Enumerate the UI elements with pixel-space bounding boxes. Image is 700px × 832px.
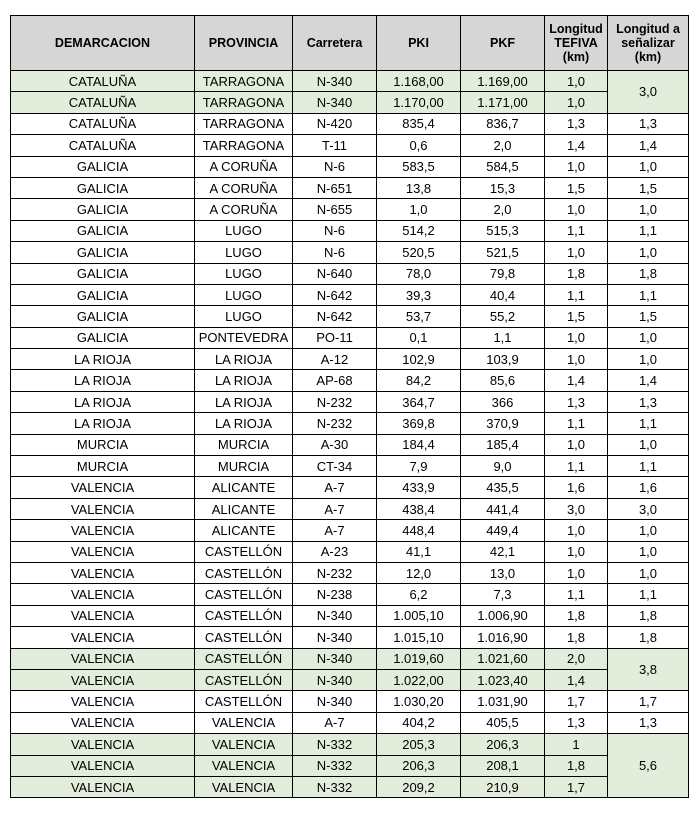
cell-longitud-senalizar: 1,7 — [608, 691, 689, 712]
header-demarcacion: DEMARCACION — [11, 16, 195, 71]
cell-provincia: ALICANTE — [195, 477, 293, 498]
cell-pkf: 1.006,90 — [461, 605, 545, 626]
cell-carretera: N-340 — [293, 92, 377, 113]
table-row — [11, 755, 689, 776]
table-body — [11, 71, 689, 798]
header-row — [11, 16, 689, 71]
cell-longitud-tefiva: 1,0 — [545, 71, 608, 92]
cell-provincia: LUGO — [195, 284, 293, 305]
cell-carretera: N-238 — [293, 584, 377, 605]
cell-pki: 1.022,00 — [377, 669, 461, 690]
table-row — [11, 456, 689, 477]
cell-provincia: A CORUÑA — [195, 199, 293, 220]
table-row — [11, 734, 689, 755]
cell-pkf: 15,3 — [461, 177, 545, 198]
cell-pki: 448,4 — [377, 520, 461, 541]
cell-demarcacion: VALENCIA — [11, 734, 195, 755]
cell-longitud-tefiva: 1,0 — [545, 541, 608, 562]
cell-provincia: ALICANTE — [195, 498, 293, 519]
cell-provincia: VALENCIA — [195, 755, 293, 776]
table-row — [11, 627, 689, 648]
table-row — [11, 391, 689, 412]
cell-provincia: CASTELLÓN — [195, 605, 293, 626]
cell-carretera: N-332 — [293, 755, 377, 776]
cell-pki: 369,8 — [377, 413, 461, 434]
cell-carretera: N-232 — [293, 562, 377, 583]
table-row — [11, 199, 689, 220]
cell-provincia: LA RIOJA — [195, 413, 293, 434]
cell-provincia: TARRAGONA — [195, 71, 293, 92]
cell-longitud-tefiva: 1,6 — [545, 477, 608, 498]
header-longitud-tefiva-line2: TEFIVA — [554, 36, 598, 50]
cell-pki: 1.005,10 — [377, 605, 461, 626]
cell-longitud-senalizar: 1,1 — [608, 413, 689, 434]
cell-longitud-tefiva: 1,0 — [545, 242, 608, 263]
cell-carretera: N-340 — [293, 669, 377, 690]
table-row — [11, 349, 689, 370]
table-row — [11, 242, 689, 263]
cell-pkf: 1,1 — [461, 327, 545, 348]
cell-carretera: N-332 — [293, 776, 377, 797]
cell-demarcacion: GALICIA — [11, 306, 195, 327]
cell-longitud-tefiva: 1,3 — [545, 712, 608, 733]
cell-longitud-tefiva: 1 — [545, 734, 608, 755]
cell-provincia: VALENCIA — [195, 734, 293, 755]
cell-longitud-senalizar: 1,4 — [608, 135, 689, 156]
cell-longitud-senalizar: 1,8 — [608, 263, 689, 284]
table-row — [11, 92, 689, 113]
cell-carretera: T-11 — [293, 135, 377, 156]
cell-pki: 0,1 — [377, 327, 461, 348]
cell-demarcacion: CATALUÑA — [11, 71, 195, 92]
table-row — [11, 712, 689, 733]
cell-carretera: N-655 — [293, 199, 377, 220]
cell-demarcacion: VALENCIA — [11, 648, 195, 669]
header-longitud-senalizar-line1: Longitud a — [616, 22, 680, 36]
table-row — [11, 306, 689, 327]
cell-provincia: CASTELLÓN — [195, 648, 293, 669]
cell-pkf: 366 — [461, 391, 545, 412]
cell-carretera: A-7 — [293, 712, 377, 733]
table-header — [11, 16, 689, 71]
cell-pki: 835,4 — [377, 113, 461, 134]
cell-provincia: CASTELLÓN — [195, 627, 293, 648]
cell-longitud-tefiva: 1,0 — [545, 562, 608, 583]
cell-longitud-senalizar: 1,0 — [608, 242, 689, 263]
cell-demarcacion: VALENCIA — [11, 691, 195, 712]
cell-longitud-tefiva: 1,0 — [545, 156, 608, 177]
cell-demarcacion: GALICIA — [11, 263, 195, 284]
table-row — [11, 220, 689, 241]
cell-pki: 404,2 — [377, 712, 461, 733]
cell-carretera: N-340 — [293, 71, 377, 92]
cell-longitud-senalizar: 1,0 — [608, 541, 689, 562]
cell-carretera: PO-11 — [293, 327, 377, 348]
cell-demarcacion: VALENCIA — [11, 755, 195, 776]
header-pkf: PKF — [461, 16, 545, 71]
cell-pkf: 1.169,00 — [461, 71, 545, 92]
cell-pki: 13,8 — [377, 177, 461, 198]
cell-pki: 1.030,20 — [377, 691, 461, 712]
cell-demarcacion: VALENCIA — [11, 520, 195, 541]
cell-longitud-senalizar: 3,8 — [608, 648, 689, 691]
cell-carretera: N-232 — [293, 391, 377, 412]
cell-demarcacion: CATALUÑA — [11, 92, 195, 113]
header-carretera: Carretera — [293, 16, 377, 71]
cell-demarcacion: GALICIA — [11, 156, 195, 177]
cell-carretera: N-6 — [293, 242, 377, 263]
cell-provincia: CASTELLÓN — [195, 669, 293, 690]
cell-carretera: N-6 — [293, 220, 377, 241]
cell-pkf: 9,0 — [461, 456, 545, 477]
cell-pki: 184,4 — [377, 434, 461, 455]
cell-provincia: LA RIOJA — [195, 349, 293, 370]
cell-demarcacion: GALICIA — [11, 220, 195, 241]
cell-pki: 102,9 — [377, 349, 461, 370]
cell-pki: 1.170,00 — [377, 92, 461, 113]
cell-longitud-senalizar: 1,0 — [608, 327, 689, 348]
road-sections-table — [10, 15, 689, 798]
cell-demarcacion: GALICIA — [11, 199, 195, 220]
cell-carretera: N-340 — [293, 627, 377, 648]
cell-carretera: A-23 — [293, 541, 377, 562]
cell-provincia: TARRAGONA — [195, 92, 293, 113]
table-row — [11, 327, 689, 348]
cell-carretera: N-420 — [293, 113, 377, 134]
cell-longitud-senalizar: 1,8 — [608, 605, 689, 626]
cell-longitud-senalizar: 1,3 — [608, 712, 689, 733]
table-row — [11, 498, 689, 519]
cell-provincia: CASTELLÓN — [195, 562, 293, 583]
cell-pki: 209,2 — [377, 776, 461, 797]
cell-pkf: 206,3 — [461, 734, 545, 755]
cell-pki: 53,7 — [377, 306, 461, 327]
cell-longitud-tefiva: 1,8 — [545, 755, 608, 776]
cell-carretera: N-340 — [293, 691, 377, 712]
cell-pki: 1.019,60 — [377, 648, 461, 669]
cell-pkf: 79,8 — [461, 263, 545, 284]
cell-demarcacion: VALENCIA — [11, 498, 195, 519]
cell-pkf: 1.171,00 — [461, 92, 545, 113]
cell-demarcacion: LA RIOJA — [11, 413, 195, 434]
table-row — [11, 113, 689, 134]
cell-pkf: 2,0 — [461, 135, 545, 156]
cell-carretera: N-340 — [293, 648, 377, 669]
cell-pki: 6,2 — [377, 584, 461, 605]
cell-longitud-tefiva: 1,5 — [545, 306, 608, 327]
header-longitud-tefiva-line3: (km) — [562, 50, 590, 64]
cell-provincia: LUGO — [195, 306, 293, 327]
cell-carretera: N-232 — [293, 413, 377, 434]
cell-pki: 12,0 — [377, 562, 461, 583]
header-pki: PKI — [377, 16, 461, 71]
cell-longitud-senalizar: 1,0 — [608, 520, 689, 541]
cell-longitud-senalizar: 1,0 — [608, 434, 689, 455]
cell-provincia: A CORUÑA — [195, 177, 293, 198]
cell-demarcacion: VALENCIA — [11, 669, 195, 690]
cell-demarcacion: GALICIA — [11, 177, 195, 198]
cell-provincia: VALENCIA — [195, 712, 293, 733]
table-row — [11, 605, 689, 626]
cell-demarcacion: VALENCIA — [11, 627, 195, 648]
cell-longitud-tefiva: 1,1 — [545, 413, 608, 434]
cell-longitud-tefiva: 1,4 — [545, 669, 608, 690]
cell-provincia: TARRAGONA — [195, 135, 293, 156]
cell-demarcacion: VALENCIA — [11, 541, 195, 562]
table-row — [11, 177, 689, 198]
cell-longitud-tefiva: 1,1 — [545, 220, 608, 241]
cell-longitud-senalizar: 1,4 — [608, 370, 689, 391]
cell-carretera: A-30 — [293, 434, 377, 455]
cell-longitud-tefiva: 1,3 — [545, 113, 608, 134]
cell-longitud-senalizar: 5,6 — [608, 734, 689, 798]
cell-longitud-tefiva: 1,0 — [545, 327, 608, 348]
cell-longitud-senalizar: 1,8 — [608, 627, 689, 648]
cell-pki: 39,3 — [377, 284, 461, 305]
cell-pkf: 405,5 — [461, 712, 545, 733]
header-provincia: PROVINCIA — [195, 16, 293, 71]
cell-longitud-senalizar: 1,0 — [608, 199, 689, 220]
cell-longitud-tefiva: 1,0 — [545, 520, 608, 541]
cell-pkf: 42,1 — [461, 541, 545, 562]
table-row — [11, 71, 689, 92]
cell-pkf: 370,9 — [461, 413, 545, 434]
cell-provincia: LA RIOJA — [195, 391, 293, 412]
cell-demarcacion: VALENCIA — [11, 584, 195, 605]
table-row — [11, 520, 689, 541]
table-row — [11, 284, 689, 305]
cell-pkf: 515,3 — [461, 220, 545, 241]
header-longitud-senalizar — [608, 16, 689, 71]
cell-demarcacion: LA RIOJA — [11, 391, 195, 412]
cell-carretera: CT-34 — [293, 456, 377, 477]
cell-longitud-tefiva: 1,1 — [545, 584, 608, 605]
cell-pki: 520,5 — [377, 242, 461, 263]
table-row — [11, 562, 689, 583]
cell-longitud-tefiva: 1,4 — [545, 135, 608, 156]
header-longitud-senalizar-line2: señalizar — [621, 36, 675, 50]
cell-demarcacion: VALENCIA — [11, 712, 195, 733]
cell-provincia: LUGO — [195, 242, 293, 263]
cell-longitud-tefiva: 1,0 — [545, 434, 608, 455]
cell-longitud-tefiva: 1,8 — [545, 627, 608, 648]
cell-pki: 1.015,10 — [377, 627, 461, 648]
cell-demarcacion: GALICIA — [11, 327, 195, 348]
cell-provincia: PONTEVEDRA — [195, 327, 293, 348]
cell-provincia: CASTELLÓN — [195, 691, 293, 712]
cell-pkf: 13,0 — [461, 562, 545, 583]
cell-pkf: 103,9 — [461, 349, 545, 370]
table-row — [11, 776, 689, 797]
cell-pkf: 1.023,40 — [461, 669, 545, 690]
cell-demarcacion: VALENCIA — [11, 477, 195, 498]
table-row — [11, 691, 689, 712]
cell-pki: 206,3 — [377, 755, 461, 776]
cell-longitud-tefiva: 1,3 — [545, 391, 608, 412]
cell-pki: 0,6 — [377, 135, 461, 156]
cell-provincia: MURCIA — [195, 434, 293, 455]
cell-demarcacion: CATALUÑA — [11, 113, 195, 134]
cell-pki: 84,2 — [377, 370, 461, 391]
cell-longitud-tefiva: 1,0 — [545, 199, 608, 220]
cell-longitud-senalizar: 1,5 — [608, 177, 689, 198]
cell-pkf: 55,2 — [461, 306, 545, 327]
cell-carretera: A-7 — [293, 520, 377, 541]
table-row — [11, 135, 689, 156]
cell-longitud-senalizar: 1,1 — [608, 456, 689, 477]
cell-pki: 364,7 — [377, 391, 461, 412]
cell-pkf: 2,0 — [461, 199, 545, 220]
header-longitud-tefiva — [545, 16, 608, 71]
cell-pki: 1,0 — [377, 199, 461, 220]
table-row — [11, 477, 689, 498]
table-row — [11, 370, 689, 391]
cell-pkf: 1.021,60 — [461, 648, 545, 669]
cell-pkf: 435,5 — [461, 477, 545, 498]
cell-longitud-tefiva: 1,0 — [545, 349, 608, 370]
cell-longitud-senalizar: 1,3 — [608, 113, 689, 134]
cell-pkf: 449,4 — [461, 520, 545, 541]
cell-pkf: 441,4 — [461, 498, 545, 519]
cell-provincia: CASTELLÓN — [195, 541, 293, 562]
header-longitud-tefiva-line1: Longitud — [549, 22, 603, 36]
cell-longitud-tefiva: 1,8 — [545, 263, 608, 284]
cell-longitud-senalizar: 1,1 — [608, 284, 689, 305]
cell-pki: 514,2 — [377, 220, 461, 241]
cell-demarcacion: GALICIA — [11, 242, 195, 263]
table-row — [11, 434, 689, 455]
cell-longitud-tefiva: 1,1 — [545, 456, 608, 477]
table-row — [11, 413, 689, 434]
cell-provincia: A CORUÑA — [195, 156, 293, 177]
header-longitud-senalizar-line3: (km) — [634, 50, 662, 64]
cell-carretera: A-7 — [293, 477, 377, 498]
cell-longitud-tefiva: 2,0 — [545, 648, 608, 669]
table-row — [11, 541, 689, 562]
cell-pki: 438,4 — [377, 498, 461, 519]
cell-pkf: 584,5 — [461, 156, 545, 177]
cell-carretera: N-642 — [293, 306, 377, 327]
cell-pki: 583,5 — [377, 156, 461, 177]
table-row — [11, 669, 689, 690]
cell-pki: 41,1 — [377, 541, 461, 562]
cell-longitud-tefiva: 1,1 — [545, 284, 608, 305]
cell-longitud-senalizar: 3,0 — [608, 71, 689, 114]
cell-carretera: N-651 — [293, 177, 377, 198]
cell-provincia: TARRAGONA — [195, 113, 293, 134]
cell-pki: 205,3 — [377, 734, 461, 755]
cell-longitud-senalizar: 1,5 — [608, 306, 689, 327]
cell-carretera: N-332 — [293, 734, 377, 755]
cell-provincia: MURCIA — [195, 456, 293, 477]
cell-demarcacion: MURCIA — [11, 456, 195, 477]
cell-pkf: 1.016,90 — [461, 627, 545, 648]
cell-demarcacion: GALICIA — [11, 284, 195, 305]
cell-demarcacion: LA RIOJA — [11, 349, 195, 370]
cell-provincia: LUGO — [195, 263, 293, 284]
cell-pkf: 208,1 — [461, 755, 545, 776]
cell-carretera: AP-68 — [293, 370, 377, 391]
cell-demarcacion: VALENCIA — [11, 605, 195, 626]
cell-provincia: VALENCIA — [195, 776, 293, 797]
cell-carretera: N-640 — [293, 263, 377, 284]
cell-pki: 1.168,00 — [377, 71, 461, 92]
cell-demarcacion: VALENCIA — [11, 562, 195, 583]
cell-longitud-senalizar: 1,1 — [608, 220, 689, 241]
cell-pkf: 40,4 — [461, 284, 545, 305]
cell-longitud-tefiva: 1,7 — [545, 776, 608, 797]
cell-pkf: 1.031,90 — [461, 691, 545, 712]
cell-longitud-tefiva: 1,5 — [545, 177, 608, 198]
cell-pki: 433,9 — [377, 477, 461, 498]
cell-demarcacion: MURCIA — [11, 434, 195, 455]
cell-longitud-senalizar: 1,1 — [608, 584, 689, 605]
cell-carretera: N-340 — [293, 605, 377, 626]
table-row — [11, 156, 689, 177]
cell-pkf: 521,5 — [461, 242, 545, 263]
cell-pkf: 85,6 — [461, 370, 545, 391]
cell-provincia: LUGO — [195, 220, 293, 241]
cell-demarcacion: CATALUÑA — [11, 135, 195, 156]
cell-pkf: 7,3 — [461, 584, 545, 605]
cell-demarcacion: VALENCIA — [11, 776, 195, 797]
table-row — [11, 263, 689, 284]
cell-carretera: A-7 — [293, 498, 377, 519]
cell-longitud-tefiva: 1,4 — [545, 370, 608, 391]
cell-demarcacion: LA RIOJA — [11, 370, 195, 391]
cell-carretera: A-12 — [293, 349, 377, 370]
table-row — [11, 584, 689, 605]
cell-longitud-tefiva: 1,7 — [545, 691, 608, 712]
cell-longitud-senalizar: 1,0 — [608, 349, 689, 370]
cell-pkf: 836,7 — [461, 113, 545, 134]
cell-longitud-senalizar: 1,3 — [608, 391, 689, 412]
cell-longitud-tefiva: 1,8 — [545, 605, 608, 626]
cell-pki: 78,0 — [377, 263, 461, 284]
cell-provincia: LA RIOJA — [195, 370, 293, 391]
cell-pki: 7,9 — [377, 456, 461, 477]
cell-longitud-senalizar: 1,0 — [608, 156, 689, 177]
cell-carretera: N-642 — [293, 284, 377, 305]
cell-carretera: N-6 — [293, 156, 377, 177]
cell-longitud-tefiva: 3,0 — [545, 498, 608, 519]
cell-longitud-senalizar: 1,6 — [608, 477, 689, 498]
cell-provincia: CASTELLÓN — [195, 584, 293, 605]
cell-pkf: 185,4 — [461, 434, 545, 455]
cell-provincia: ALICANTE — [195, 520, 293, 541]
cell-longitud-senalizar: 1,0 — [608, 562, 689, 583]
table-row — [11, 648, 689, 669]
cell-pkf: 210,9 — [461, 776, 545, 797]
cell-longitud-tefiva: 1,0 — [545, 92, 608, 113]
cell-longitud-senalizar: 3,0 — [608, 498, 689, 519]
